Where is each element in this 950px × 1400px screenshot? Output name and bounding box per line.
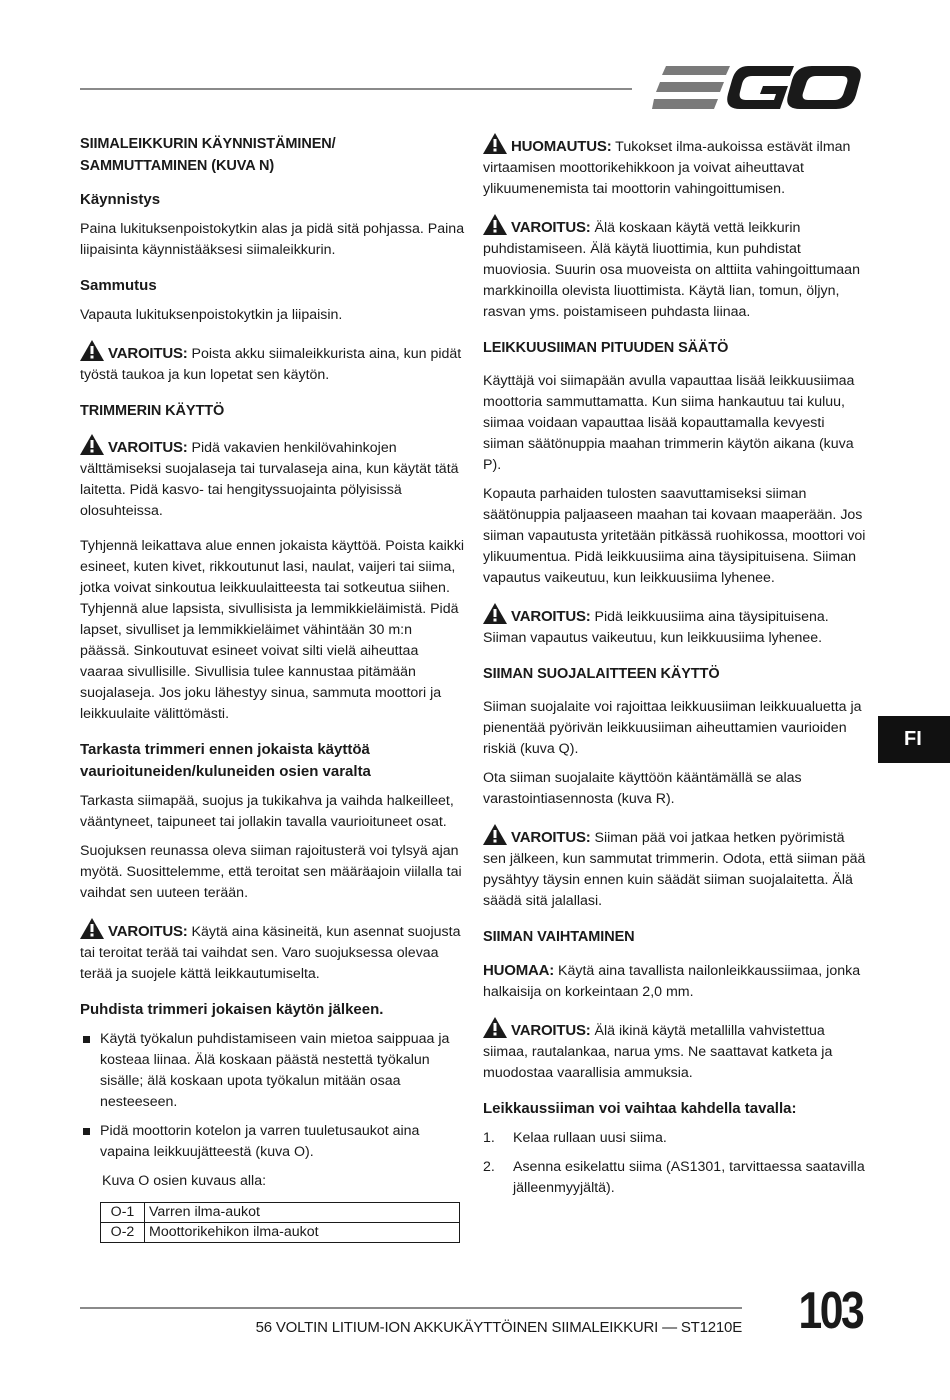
list-item: Pidä moottorin kotelon ja varren tuuletusaukot aina vapaina leikkuujätteestä (kuva O). <box>80 1121 465 1163</box>
warning-eye-protection <box>80 434 465 522</box>
step-text: Asenna esikelattu siima (AS1301, tarvittaessa saatavilla jälleenmyyjältä). <box>513 1159 865 1196</box>
table-row <box>101 1203 460 1223</box>
line-length-paragraph-1: Käyttäjä voi siimapään avulla vapauttaa lisää leikkuusiimaa moottoria sammuttamatta. Kun siima hankautuu tai kuluu, siimaa voidaan vapauttaa lisää kopauttamalla kevyesti siiman säätönuppia maahan trimmerin käytön aikana (kuva P). <box>483 373 855 473</box>
step-number: 1. <box>483 1130 495 1146</box>
note-label: HUOMAA: <box>483 962 555 979</box>
line-guard-paragraph-1: Siiman suojalaite voi rajoittaa leikkuusiiman leikkuualuetta ja pienentää pyörivän leikkuusiiman aiheuttamien vaurioiden riskiä (kuva Q). <box>483 699 862 757</box>
inspect-paragraph-2: Suojuksen reunassa oleva siiman rajoitusterä voi tylsyä ajan myötä. Suosittelemme, että teroitat sen määräajoin viilalla tai vaihdat sen uuteen terään. <box>80 843 462 901</box>
ego-logo <box>652 62 862 114</box>
start-text: Paina lukituksenpoistokytkin alas ja pidä sitä pohjassa. Paina liipaisinta käynnistääksesi siimaleikkurin. <box>80 221 465 258</box>
warning-label: VAROITUS: <box>108 439 188 456</box>
inspect-paragraph-1: Tarkasta siimapää, suojus ja tukikahva ja vaihda halkeilleet, vääntyneet, taipuneet tai jollakin tavalla vaurioituneet osat. <box>80 793 454 830</box>
note-line-type <box>483 960 868 1003</box>
warning-triangle-icon <box>80 434 104 455</box>
warning-label: VAROITUS: <box>108 923 188 940</box>
language-tab-fi: FI <box>878 716 950 763</box>
notice-label: HUOMAUTUS: <box>511 138 612 155</box>
line-length-paragraph-2: Kopauta parhaiden tulosten saavuttamiseksi siiman säätönuppia paljaaseen maahan tai kovaan maaperään. Jos siiman vapautusta yritetään pitkässä ruohikossa, moottori voi ylikuumentua. Pidä leikkuusiima aina täysipituisena. Siiman vapautus vaikeutuu, kun leikkuusiima lyhenee. <box>483 486 866 586</box>
section-title-line2: SAMMUTTAMINEN (KUVA N) <box>80 158 275 174</box>
footer-product-title: 56 VOLTIN LITIUM-ION AKKUKÄYTTÖINEN SIIMALEIKKURI — ST1210E <box>255 1319 742 1336</box>
replace-subheading: Leikkaussiiman voi vaihtaa kahdella tavalla: <box>483 1100 797 1117</box>
figure-caption: Kuva O osien kuvaus alla: <box>102 1173 267 1189</box>
warning-label: VAROITUS: <box>511 1022 591 1039</box>
section-title-line-replace: SIIMAN VAIHTAMINEN <box>483 929 635 945</box>
header-rule <box>80 88 632 90</box>
section-title-trimmer-use: TRIMMERIN KÄYTTÖ <box>80 403 225 419</box>
replace-steps <box>483 1128 868 1199</box>
warning-triangle-icon <box>483 133 507 154</box>
notice-text: Tukokset ilma-aukoissa estävät ilman virtaamisen moottorikehikkoon ja voivat aiheuttavat ylikuumenemista tai moottorin vahingoittumisen. <box>483 139 851 197</box>
warning-text: Pidä leikkuusiima aina täysipituisena. Siiman vapautus vaikeutuu, kun leikkuusiima lyhenee. <box>483 609 829 646</box>
list-item <box>483 1157 868 1199</box>
step-number: 2. <box>483 1159 495 1175</box>
warning-text: Poista akku siimaleikkurista aina, kun pidät työstä taukoa ja kun lopetat sen käytön. <box>80 346 462 383</box>
warning-text: Älä ikinä käytä metallilla vahvistettua siimaa, rautalankaa, narua yms. Ne saattavat katketa ja muodostaa vaarallisia ammuksia. <box>483 1023 833 1081</box>
warning-water <box>483 214 868 323</box>
left-column <box>80 133 465 1243</box>
part-name: Varren ilma-aukot <box>145 1203 460 1223</box>
list-item: Käytä työkalun puhdistamiseen vain mietoa saippuaa ja kosteaa liinaa. Älä koskaan päästä nestettä työkalun sisälle; älä koskaan upota työkalun mitään osaa nesteeseen. <box>80 1029 465 1113</box>
step-text: Kelaa rullaan uusi siima. <box>513 1130 667 1146</box>
warning-triangle-icon <box>80 340 104 361</box>
warning-triangle-icon <box>483 214 507 235</box>
warning-text: Älä koskaan käytä vettä leikkurin puhdistamiseen. Älä käytä liuottimia, kun puhdistat muoviosia. Suurin osa muoveista on alttiita vahingoittumaan markkinoilla olevista liuottimista. Käytä lian, tomun, öljyn, rasvan yms. poistamiseen puhdasta liinaa. <box>483 220 860 320</box>
section-title-line-guard: SIIMAN SUOJALAITTEEN KÄYTTÖ <box>483 666 720 682</box>
part-name: Moottorikehikon ilma-aukot <box>145 1223 460 1243</box>
warning-battery <box>80 340 465 386</box>
notice-air-vents <box>483 133 868 200</box>
clean-bullet-list <box>80 1029 465 1163</box>
section-title-inspect: Tarkasta trimmeri ennen jokaista käyttöä vaurioituneiden/kuluneiden osien varalta <box>80 741 371 780</box>
warning-text: Siiman pää voi jatkaa hetken pyörimistä sen jälkeen, kun sammutat trimmerin. Odota, että siiman pää pysähtyy täysin ennen kuin säädät siiman suojalaitetta. Älä säädä sitä jalallasi. <box>483 830 866 909</box>
stop-heading: Sammutus <box>80 277 157 294</box>
section-title-line1: SIIMALEIKKURIN KÄYNNISTÄMINEN/ <box>80 136 336 152</box>
section-title-line-length: LEIKKUUSIIMAN PITUUDEN SÄÄTÖ <box>483 340 729 356</box>
line-guard-paragraph-2: Ota siiman suojalaite käyttöön kääntämällä se alas varastointiasennosta (kuva R). <box>483 770 802 807</box>
right-column <box>483 133 868 1207</box>
note-text: Käytä aina tavallista nailonleikkaussiimaa, jonka halkaisija on korkeintaan 2,0 mm. <box>483 963 861 1000</box>
clear-area-paragraph: Tyhjennä leikattava alue ennen jokaista käyttöä. Poista kaikki esineet, kuten kivet, rikkoutunut lasi, naulat, vaijeri tai siima, jotka voivat sinkoutua leikkuulaitteesta tai sotkeutua siihen. Tyhjennä alue lapsista, sivullisista ja lemmikkieläimistä. Pidä lapset, sivulliset ja lemmikkieläimet vähintään 30 m:n päässä. Sinkoutuvat esineet voivat silti vielä aiheuttaa vaaraa sivullisille. Sivullisia tulee kannustaa pitämään suojalaseja. Jos joku lähestyy sinua, sammuta moottori ja leikkuulaite välittömästi. <box>80 538 465 722</box>
warning-triangle-icon <box>483 1017 507 1038</box>
warning-label: VAROITUS: <box>511 608 591 625</box>
warning-triangle-icon <box>80 918 104 939</box>
warning-label: VAROITUS: <box>511 219 591 236</box>
warning-label: VAROITUS: <box>511 829 591 846</box>
start-heading: Käynnistys <box>80 191 161 208</box>
list-item <box>483 1128 868 1149</box>
warning-triangle-icon <box>483 824 507 845</box>
warning-line-guard <box>483 824 868 912</box>
section-title-start-stop <box>80 133 465 177</box>
part-code: O-1 <box>101 1203 145 1223</box>
footer-rule <box>80 1307 742 1309</box>
warning-label: VAROITUS: <box>108 345 188 362</box>
section-title-clean: Puhdista trimmeri jokaisen käytön jälkeen. <box>80 1001 384 1018</box>
parts-table <box>100 1202 460 1243</box>
stop-text: Vapauta lukituksenpoistokytkin ja liipaisin. <box>80 307 343 323</box>
page-number: 103 <box>798 1282 863 1340</box>
warning-text: Käytä aina käsineitä, kun asennat suojusta tai teroitat terää tai vaihdat sen. Varo suojuksessa olevaa terää ja suojele kättä leikkautumiselta. <box>80 924 461 982</box>
table-row <box>101 1223 460 1243</box>
warning-triangle-icon <box>483 603 507 624</box>
warning-metal-line <box>483 1017 868 1084</box>
part-code: O-2 <box>101 1223 145 1243</box>
warning-text: Pidä vakavien henkilövahinkojen välttämiseksi suojalaseja tai turvalaseja aina, kun käytät tätä laitetta. Pidä kasvo- tai hengityssuojainta pölyisissä olosuhteissa. <box>80 440 459 519</box>
warning-line-length <box>483 603 868 649</box>
ego-logo-icon <box>652 62 862 114</box>
warning-gloves <box>80 918 465 985</box>
